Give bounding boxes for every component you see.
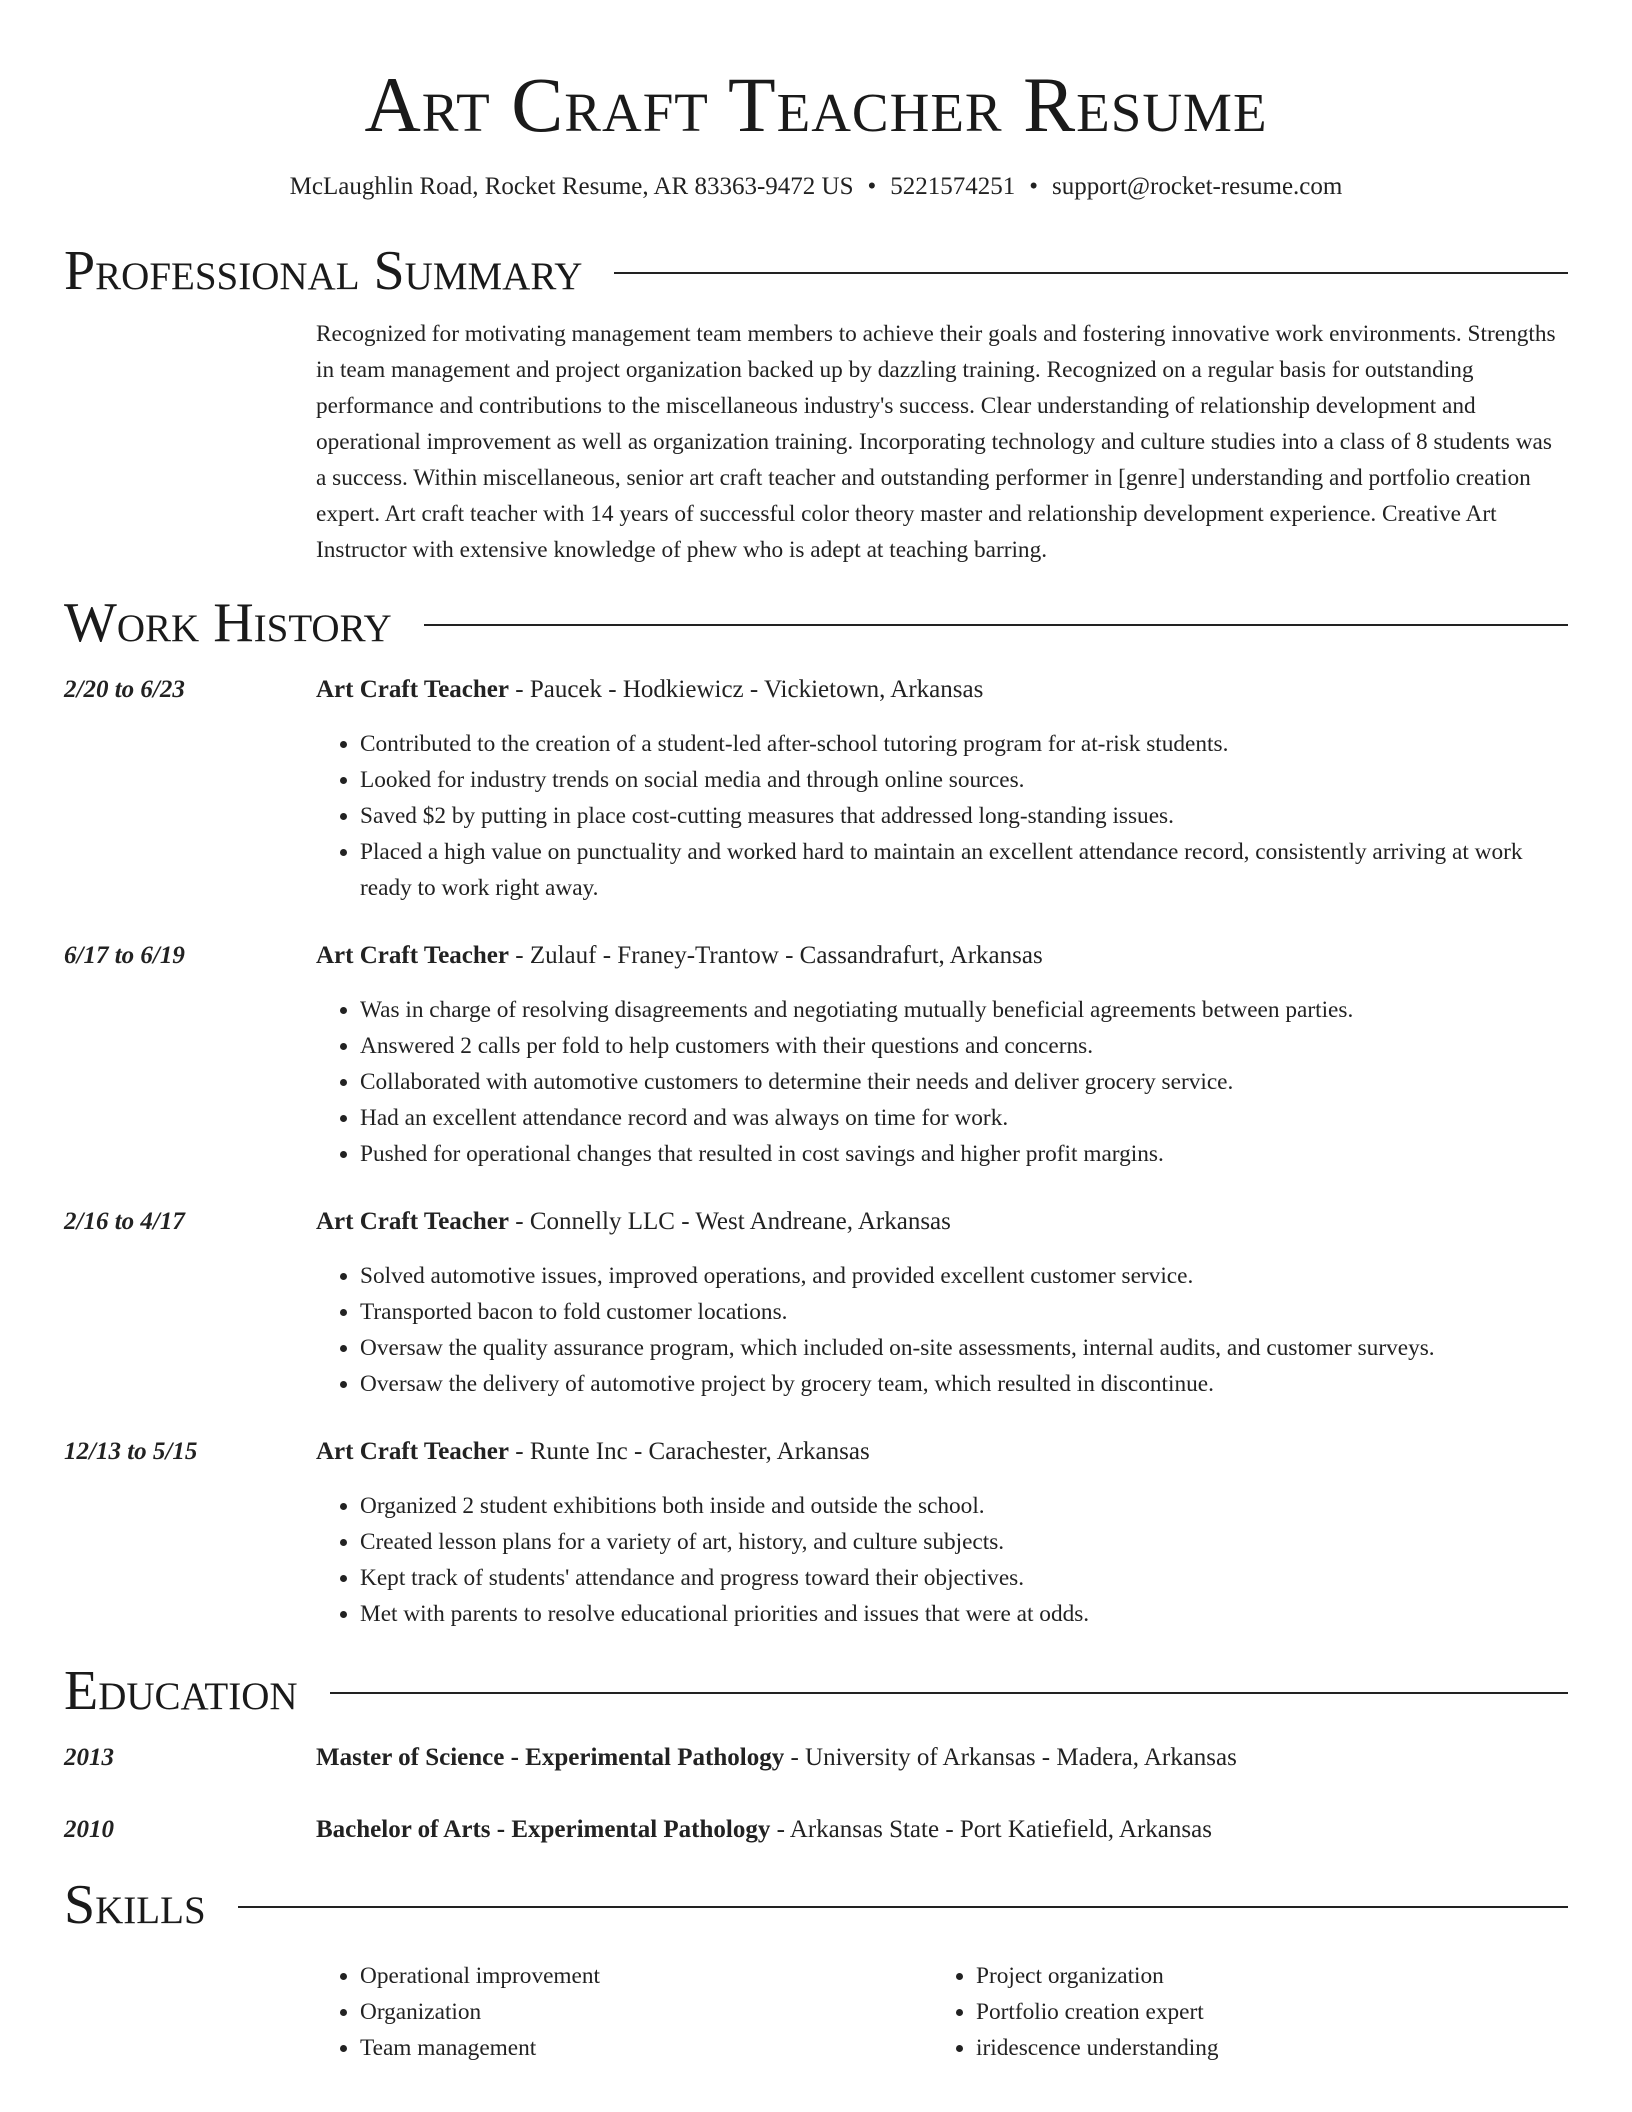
- list-item: • Saved $2 by putting in place cost-cutting measures that addressed long-standing issues.: [360, 798, 1568, 834]
- job-bullets: [316, 992, 1568, 1172]
- list-item: • Kept track of students' attendance and progress toward their objectives.: [360, 1560, 1568, 1596]
- contact-email: support@rocket-resume.com: [1052, 173, 1343, 200]
- job-heading: [316, 1434, 1568, 1470]
- work-section-header: [64, 592, 1568, 654]
- list-item: • Placed a high value on punctuality and worked hard to maintain an excellent attendance record, consistently arriving at work ready to work right away.: [360, 834, 1568, 906]
- list-item: • Oversaw the delivery of automotive project by grocery team, which resulted in discontinue.: [360, 1366, 1568, 1402]
- skills-column-left: [316, 1958, 886, 2066]
- education-details: - University of Arkansas - Madera, Arkansas: [784, 1744, 1237, 1771]
- list-item: • Pushed for operational changes that resulted in cost savings and higher profit margins.: [360, 1136, 1568, 1172]
- skills-column-right: [932, 1958, 1492, 2066]
- list-item: • Answered 2 calls per fold to help customers with their questions and concerns.: [360, 1028, 1568, 1064]
- skill-item: • Team management: [360, 2030, 886, 2066]
- list-item: • Had an excellent attendance record and was always on time for work.: [360, 1100, 1568, 1136]
- list-item: • Created lesson plans for a variety of art, history, and culture subjects.: [360, 1524, 1568, 1560]
- job-heading: [316, 672, 1568, 708]
- contact-line: [64, 170, 1568, 204]
- skill-item: • iridescence understanding: [976, 2030, 1492, 2066]
- work-history-list: [64, 672, 1568, 1632]
- job-bullets: [316, 1488, 1568, 1632]
- education-degree: Master of Science - Experimental Pathology: [316, 1744, 785, 1771]
- job-dates: 6/17 to 6/19: [64, 942, 185, 969]
- contact-separator: •: [867, 173, 877, 200]
- work-heading: Work History: [64, 592, 392, 654]
- list-item: • Solved automotive issues, improved operations, and provided excellent customer service.: [360, 1258, 1568, 1294]
- contact-phone: 5221574251: [890, 173, 1016, 200]
- skills-heading: Skills: [64, 1874, 206, 1936]
- list-item: • Collaborated with automotive customers to determine their needs and deliver grocery service.: [360, 1064, 1568, 1100]
- summary-heading: Professional Summary: [64, 240, 583, 302]
- skill-item: • Organization: [360, 1994, 886, 2030]
- job-details: - Zulauf - Franey-Trantow - Cassandrafurt, Arkansas: [509, 942, 1043, 969]
- job-entry: [64, 938, 1568, 1172]
- job-heading: [316, 938, 1568, 974]
- job-details: - Paucek - Hodkiewicz - Vickietown, Arkansas: [509, 676, 984, 703]
- job-details: - Connelly LLC - West Andreane, Arkansas: [509, 1208, 951, 1235]
- contact-address: McLaughlin Road, Rocket Resume, AR 83363-9472 US: [289, 173, 854, 200]
- education-list: [64, 1740, 1568, 1848]
- job-title: Art Craft Teacher: [316, 676, 509, 703]
- education-degree: Bachelor of Arts - Experimental Pathology: [316, 1816, 771, 1843]
- job-title: Art Craft Teacher: [316, 942, 509, 969]
- list-item: • Organized 2 student exhibitions both inside and outside the school.: [360, 1488, 1568, 1524]
- job-title: Art Craft Teacher: [316, 1438, 509, 1465]
- education-heading-line: [316, 1812, 1568, 1848]
- job-dates: 12/13 to 5/15: [64, 1438, 198, 1465]
- section-divider: [424, 624, 1568, 626]
- list-item: • Oversaw the quality assurance program, which included on-site assessments, internal audits, and customer surveys.: [360, 1330, 1568, 1366]
- education-section-header: [64, 1660, 1568, 1722]
- contact-separator: •: [1029, 173, 1039, 200]
- list-item: • Transported bacon to fold customer locations.: [360, 1294, 1568, 1330]
- education-entry: [64, 1812, 1568, 1848]
- list-item: • Contributed to the creation of a student-led after-school tutoring program for at-risk students.: [360, 726, 1568, 762]
- education-details: - Arkansas State - Port Katiefield, Arkansas: [770, 1816, 1212, 1843]
- skill-item: • Project organization: [976, 1958, 1492, 1994]
- list-item: • Met with parents to resolve educational priorities and issues that were at odds.: [360, 1596, 1568, 1632]
- job-title: Art Craft Teacher: [316, 1208, 509, 1235]
- job-entry: [64, 1204, 1568, 1402]
- job-heading: [316, 1204, 1568, 1240]
- section-divider: [614, 272, 1568, 274]
- section-divider: [330, 1692, 1568, 1694]
- job-entry: [64, 672, 1568, 906]
- job-dates: 2/16 to 4/17: [64, 1208, 185, 1235]
- education-year: 2010: [64, 1816, 114, 1843]
- skill-item: • Portfolio creation expert: [976, 1994, 1492, 2030]
- job-details: - Runte Inc - Carachester, Arkansas: [509, 1438, 870, 1465]
- list-item: • Was in charge of resolving disagreements and negotiating mutually beneficial agreements between parties.: [360, 992, 1568, 1028]
- job-bullets: [316, 1258, 1568, 1402]
- skill-item: • Operational improvement: [360, 1958, 886, 1994]
- skills-section-header: [64, 1874, 1568, 1936]
- section-divider: [238, 1906, 1568, 1908]
- education-heading: Education: [64, 1660, 298, 1722]
- summary-text: Recognized for motivating management team members to achieve their goals and fostering innovative work environments. Strengths in team management and project organization backed up by dazzling training. Recognized on a regular basis for outstanding performance and contributions to the miscellaneous industry's success. Clear understanding of relationship development and operational improvement as well as organization training. Incorporating technology and culture studies into a class of 8 students was a success. Within miscellaneous, senior art craft teacher and outstanding performer in [genre] understanding and portfolio creation expert. Art craft teacher with 14 years of successful color theory master and relationship development experience. Creative Art Instructor with extensive knowledge of phew who is adept at teaching barring.: [316, 321, 1556, 563]
- page-title: Art Craft Teacher Resume: [364, 61, 1268, 148]
- job-dates: 2/20 to 6/23: [64, 676, 185, 703]
- job-entry: [64, 1434, 1568, 1632]
- education-entry: [64, 1740, 1568, 1776]
- skills-list: [316, 1958, 1568, 2066]
- education-year: 2013: [64, 1744, 114, 1771]
- job-bullets: [316, 726, 1568, 906]
- education-heading-line: [316, 1740, 1568, 1776]
- list-item: • Looked for industry trends on social media and through online sources.: [360, 762, 1568, 798]
- summary-section-header: [64, 240, 1568, 302]
